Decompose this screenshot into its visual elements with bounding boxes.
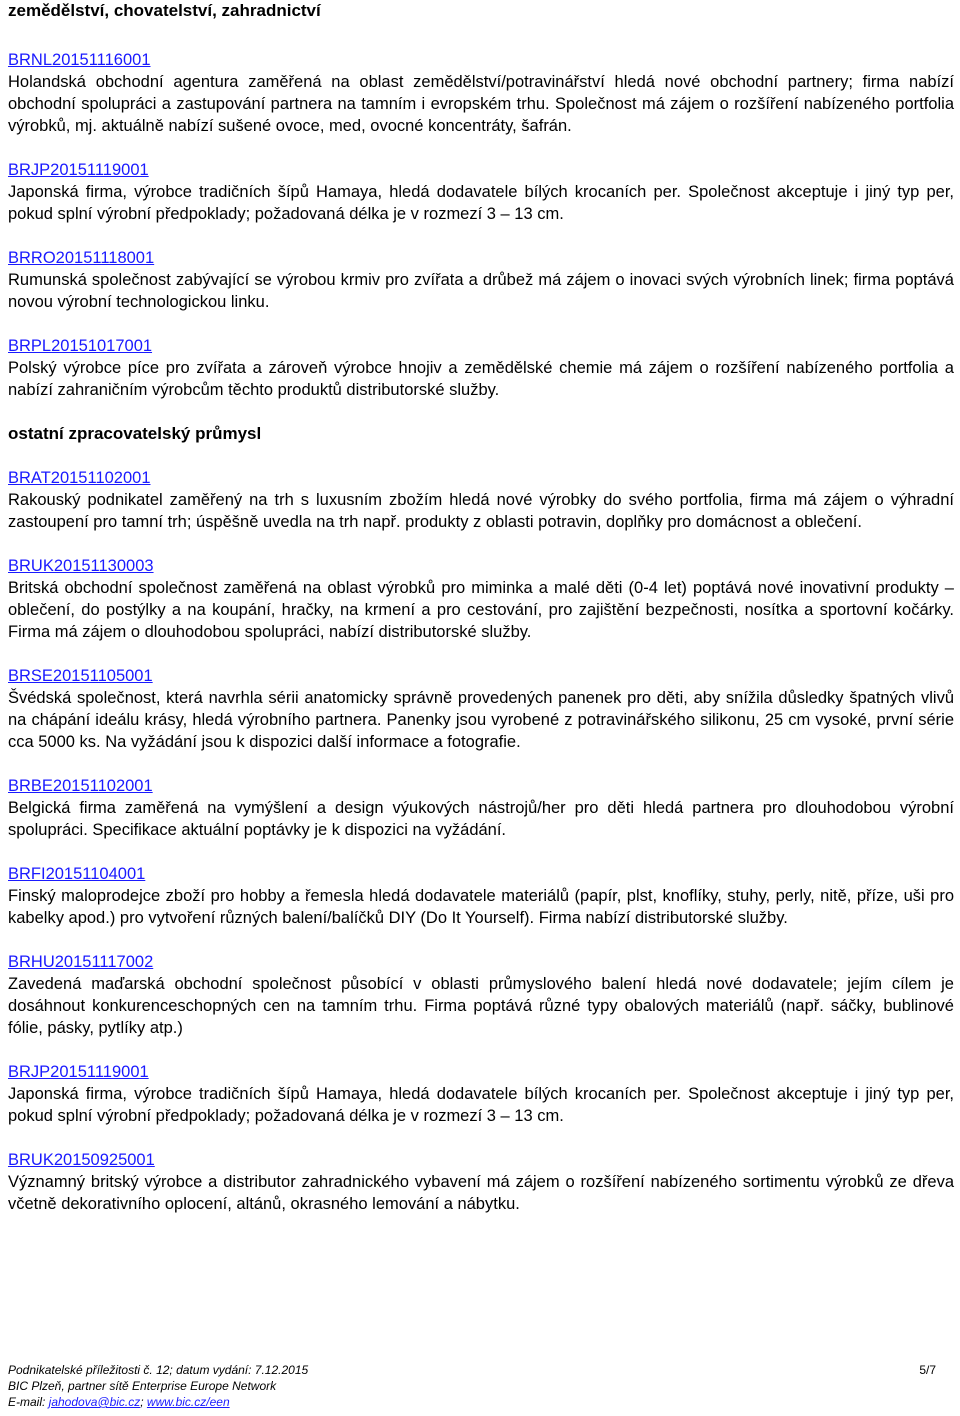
entry-code-link[interactable]: BRFI20151104001 (8, 865, 146, 883)
entry-code-link[interactable]: BRNL20151116001 (8, 51, 151, 69)
entry-description: Švédská společnost, která navrhla sérii anatomicky správně provedených panenek pro děti, aby snížila důsledky špatných vlivů na chápání ideálu krásy, hledá výrobního partnera. Panenky jsou vyrobené z potravinářského silikonu, 25 cm vysoké, první série cca 5000 ks. Na vyžádání jsou k dispozici další informace a fotografie. (8, 689, 954, 751)
entry-code-link[interactable]: BRHU20151117002 (8, 953, 154, 971)
entry-code-link[interactable]: BRBE20151102001 (8, 777, 153, 795)
entry-description: Japonská firma, výrobce tradičních šípů Hamaya, hledá dodavatele bílých krocaních per. Společnost akceptuje i jiný typ per, pokud splní výrobní předpoklady; požadovaná délka je v rozmezí 3 – 13 cm. (8, 183, 954, 223)
footer-email-label: E-mail: (8, 1395, 49, 1409)
entry-code-link[interactable]: BRRO20151118001 (8, 249, 155, 267)
entry-code-link[interactable]: BRAT20151102001 (8, 469, 151, 487)
entry-description: Zavedená maďarská obchodní společnost působící v oblasti průmyslového balení hledá nové dodavatele; jejím cílem je dosáhnout konkurenceschopných cen na tamním trhu. Firma poptává různé typy obalových materiálů (např. sáčky, bublinové fólie, pásky, pytlíky atp.) (8, 975, 954, 1037)
entry-bruk20151130003 (8, 555, 954, 643)
footer-row-issue (8, 1362, 936, 1378)
page-footer (8, 1362, 936, 1410)
entry-brnl20151116001 (8, 49, 954, 137)
footer-issue-info: Podnikatelské příležitosti č. 12; datum vydání: 7.12.2015 (8, 1363, 309, 1377)
entry-code-link[interactable]: BRPL20151017001 (8, 337, 153, 355)
footer-web-link[interactable]: www.bic.cz/een (146, 1395, 230, 1409)
section-heading-agriculture: zemědělství, chovatelství, zahradnictví (8, 1, 321, 20)
entry-description: Belgická firma zaměřená na vymýšlení a design výukových nástrojů/her pro děti hledá partnera pro dlouhodobou výrobní spolupráci. Specifikace aktuální poptávky je k dispozici na vyžádání. (8, 799, 954, 839)
entry-code-link[interactable]: BRJP20151119001 (8, 1063, 149, 1081)
entry-description: Rumunská společnost zabývající se výrobou krmiv pro zvířata a drůbež má zájem o inovaci svých výrobních linek; firma poptává novou výrobní technologickou linku. (8, 271, 954, 311)
entry-description: Holandská obchodní agentura zaměřená na oblast zemědělství/potravinářství hledá nové obchodní partnery; firma nabízí obchodní spolupráci a zastupování partnera na tamním i evropském trhu. Společnost má zájem o rozšíření nabízeného portfolia výrobků, mj. aktuálně nabízí sušené ovoce, med, ovocné koncentráty, šafrán. (8, 73, 954, 135)
entry-brfi20151104001 (8, 863, 954, 929)
entry-brbe20151102001 (8, 775, 954, 841)
entry-brpl20151017001 (8, 335, 954, 401)
entry-code-link[interactable]: BRSE20151105001 (8, 667, 153, 685)
entry-code-link[interactable]: BRJP20151119001 (8, 161, 149, 179)
entry-description: Finský maloprodejce zboží pro hobby a řemesla hledá dodavatele materiálů (papír, plst, knoflíky, stuhy, perly, nitě, příze, uši pro kabelky apod.) pro vytvoření různých balení/balíčků DIY (Do It Yourself). Firma nabízí distributorské služby. (8, 887, 954, 927)
footer-email-link[interactable]: jahodova@bic.cz (48, 1395, 141, 1409)
footer-separator: ; (140, 1395, 147, 1409)
footer-organization: BIC Plzeň, partner sítě Enterprise Europe Network (8, 1379, 277, 1393)
entry-brjp20151119001-repeat (8, 1061, 954, 1127)
entry-brro20151118001 (8, 247, 954, 313)
entry-bruk20150925001 (8, 1149, 954, 1215)
entry-brat20151102001 (8, 467, 954, 533)
entry-description: Významný britský výrobce a distributor zahradnického vybavení má zájem o rozšíření nabízeného sortimentu výrobků ze dřeva včetně dekorativního oplocení, altánů, okrasného lemování a nábytku. (8, 1173, 954, 1213)
entry-code-link[interactable]: BRUK20150925001 (8, 1151, 155, 1169)
entry-description: Polský výrobce píce pro zvířata a zároveň výrobce hnojiv a zemědělské chemie má zájem o rozšíření nabízeného portfolia a nabízí zahraničním výrobcům těchto produktů distributorské služby. (8, 359, 954, 399)
section-heading-manufacturing: ostatní zpracovatelský průmysl (8, 424, 262, 443)
entry-brse20151105001 (8, 665, 954, 753)
entry-brhu20151117002 (8, 951, 954, 1039)
entry-code-link[interactable]: BRUK20151130003 (8, 557, 154, 575)
entry-description: Japonská firma, výrobce tradičních šípů Hamaya, hledá dodavatele bílých krocaních per. Společnost akceptuje i jiný typ per, pokud splní výrobní předpoklady; požadovaná délka je v rozmezí 3 – 13 cm. (8, 1085, 954, 1125)
entry-description: Britská obchodní společnost zaměřená na oblast výrobků pro miminka a malé děti (0-4 let) poptává nové inovativní produkty – oblečení, do postýlky a na koupání, hračky, na krmení a pro cestování, pro zajištění bezpečnosti, nosítka a sportovní kočárky. Firma má zájem o dlouhodobou spolupráci, nabízí distributorské služby. (8, 579, 954, 641)
footer-page-number: 5/7 (919, 1363, 936, 1377)
entry-brjp20151119001 (8, 159, 954, 225)
entry-description: Rakouský podnikatel zaměřený na trh s luxusním zbožím hledá nové výrobky do svého portfolia, firma má zájem o výhradní zastoupení pro tamní trh; úspěšně uvedla na trh např. produkty z oblasti potravin, doplňky pro domácnost a oblečení. (8, 491, 954, 531)
footer-contacts (8, 1394, 936, 1410)
